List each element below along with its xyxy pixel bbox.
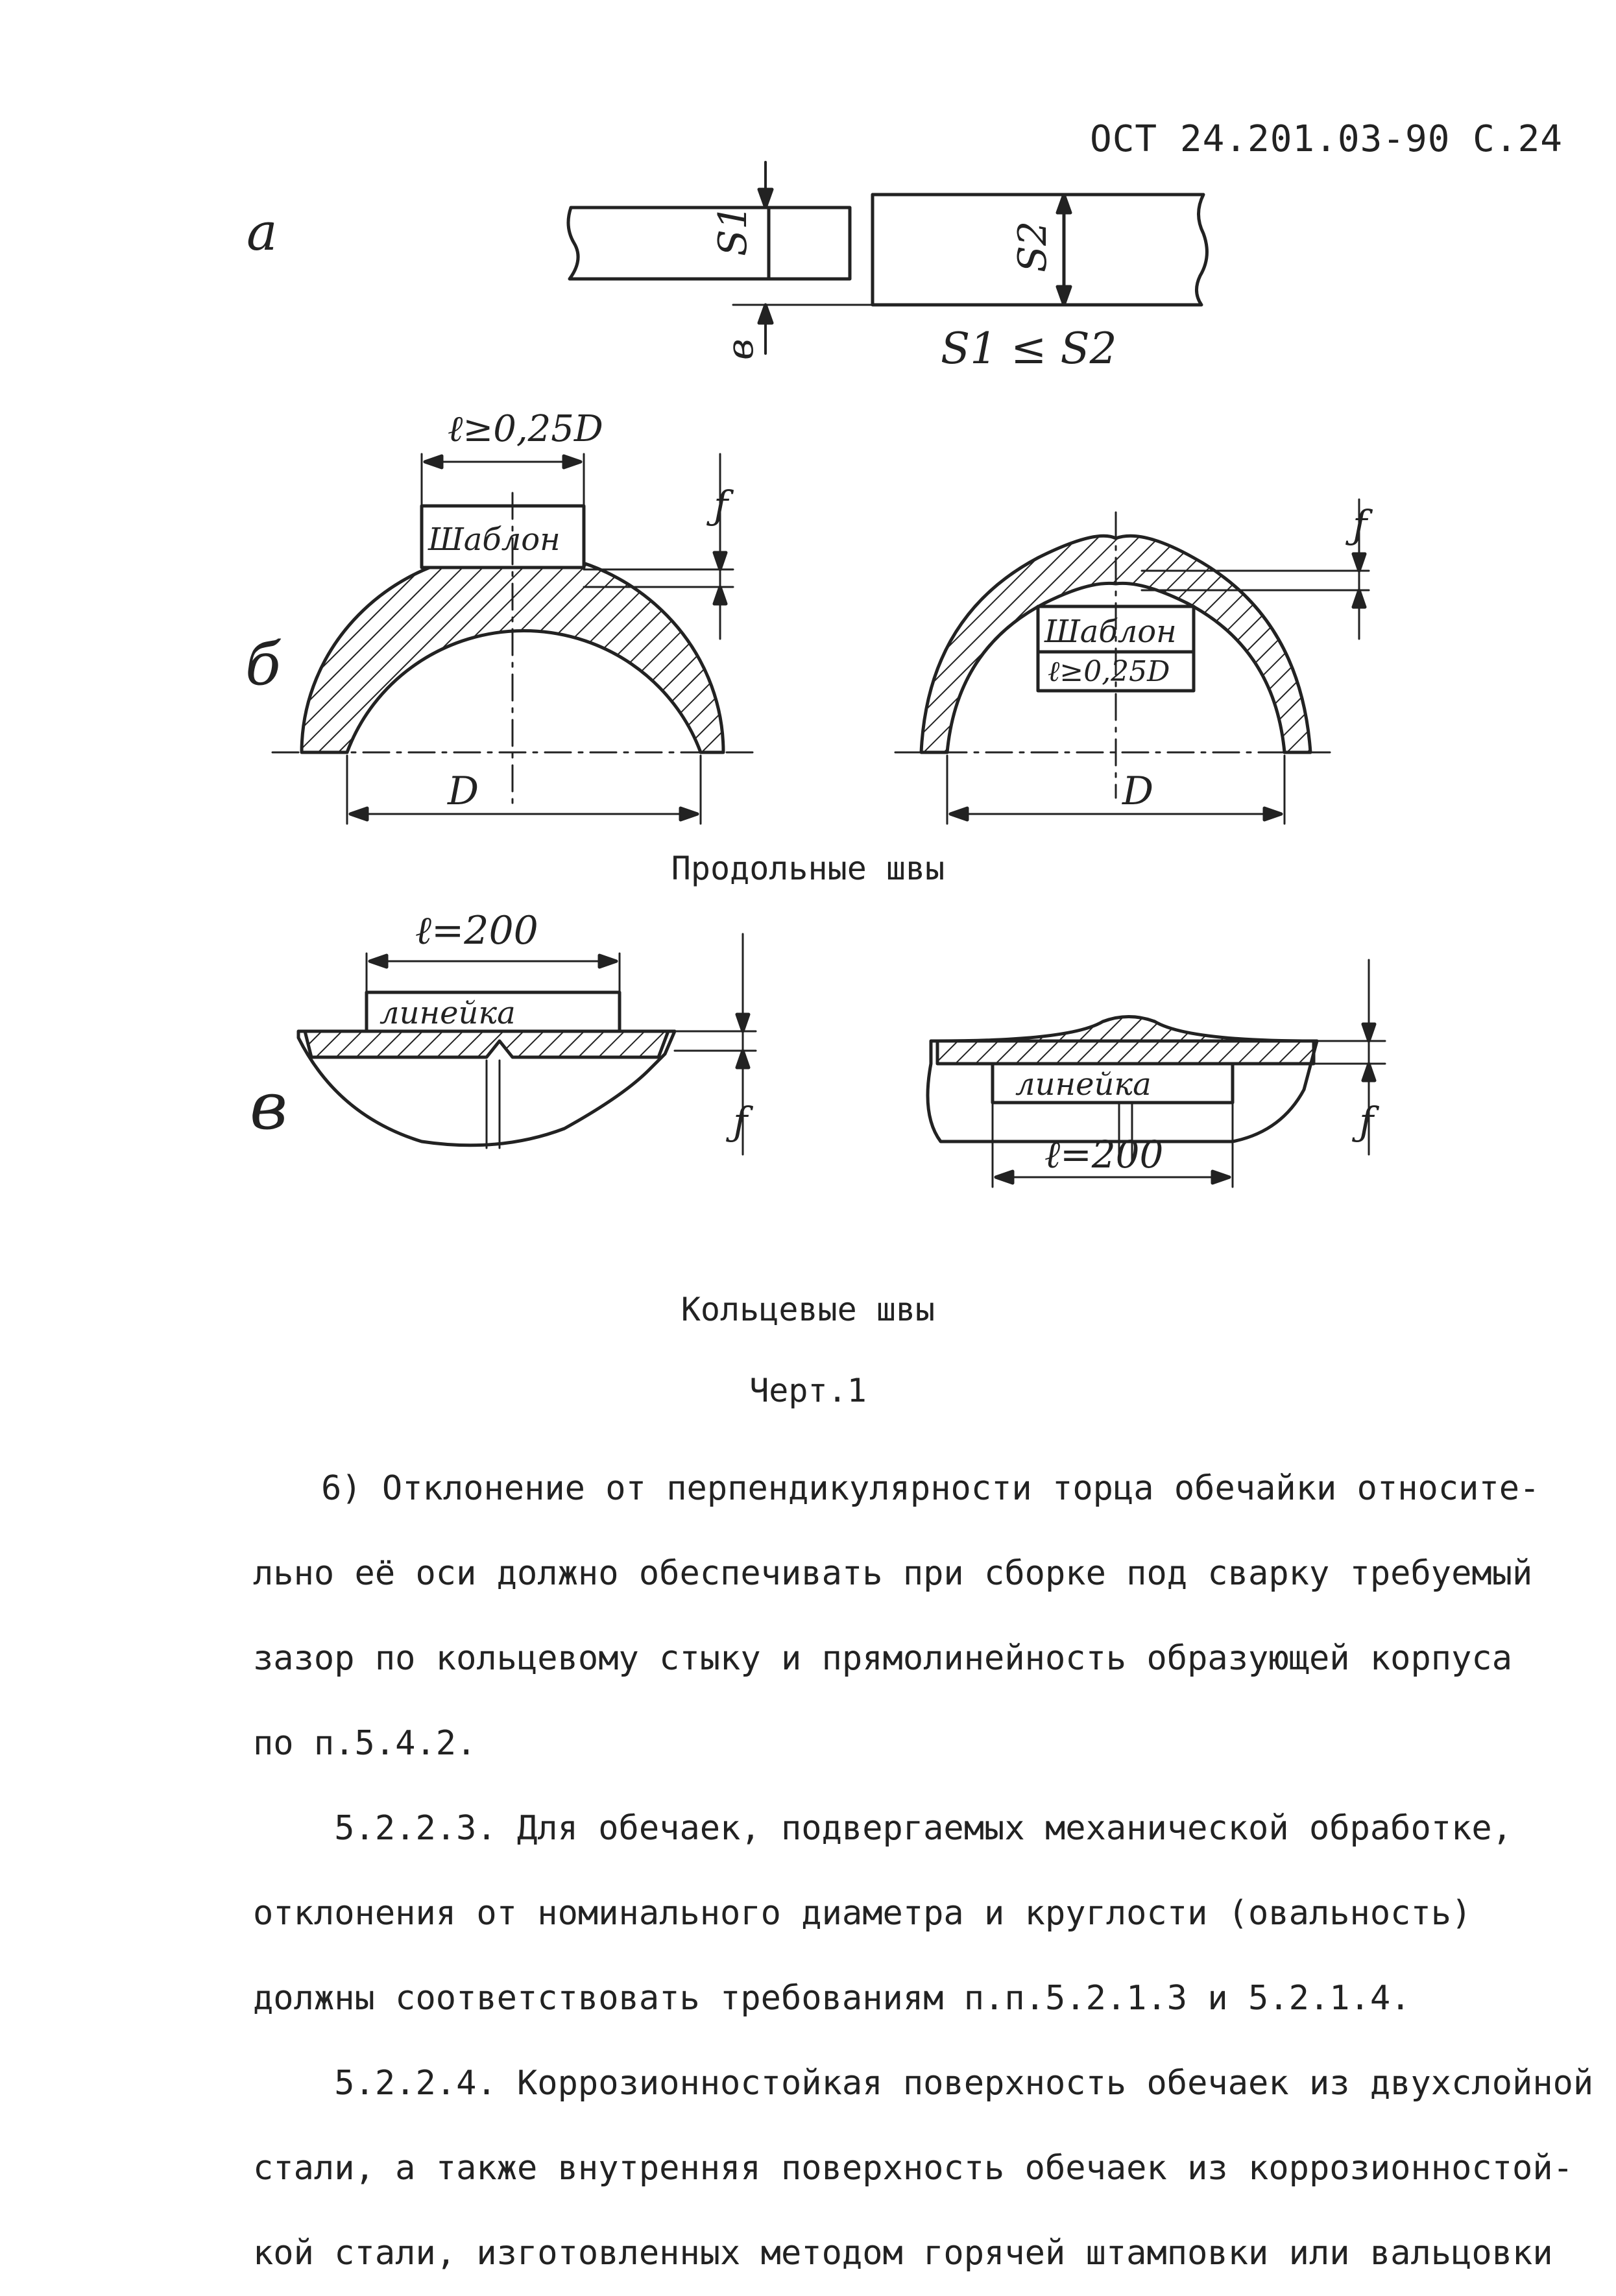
- body-line: 5.2.2.4. Коррозионностойкая поверхность обечаек из двухслойной: [253, 2064, 1594, 2103]
- label-offset: в: [719, 339, 762, 360]
- body-line: кой стали, изготовленных методом горячей штамповки или вальцовки: [253, 2234, 1553, 2273]
- panel-label-a: а: [247, 202, 278, 262]
- body-line: 5.2.2.3. Для обечаек, подвергаемых механической обработке,: [253, 1809, 1513, 1848]
- label-left-template: Шаблон: [428, 521, 561, 558]
- label-left-diameter: D: [448, 769, 479, 814]
- label-v-right-length: ℓ=200: [1044, 1132, 1164, 1177]
- label-right-length: ℓ≥0,25D: [1048, 655, 1170, 688]
- body-line: 6) Отклонение от перпендикулярности торца обечайки относите-: [321, 1469, 1540, 1508]
- label-left-length: ℓ≥0,25D: [448, 408, 603, 450]
- panel-b-left: [272, 454, 753, 824]
- label-right-template: Шаблон: [1044, 614, 1177, 650]
- label-v-right-ruler: линейка: [1015, 1066, 1152, 1103]
- label-v-left-length: ℓ=200: [415, 908, 538, 953]
- label-s1: S1: [710, 204, 756, 256]
- label-s2: S2: [1010, 221, 1055, 272]
- label-v-right-deviation: ƒ: [1359, 1099, 1374, 1145]
- body-text: [253, 1446, 1594, 2296]
- label-right-diameter: D: [1122, 769, 1154, 814]
- body-line: отклонения от номинального диаметра и круглости (овальность): [253, 1894, 1472, 1933]
- panel-label-b: б: [245, 630, 281, 699]
- body-line: по п.5.4.2.: [253, 1724, 477, 1763]
- caption-longitudinal: Продольные швы: [671, 850, 945, 887]
- body-line: зазор по кольцевому стыку и прямолинейность образующей корпуса: [253, 1639, 1513, 1678]
- label-right-deviation: ƒ: [1353, 503, 1368, 548]
- body-line: должны соответствовать требованиям п.п.5.2.1.3 и 5.2.1.4.: [253, 1979, 1411, 2018]
- caption-figure: Черт.1: [749, 1372, 867, 1409]
- body-line: стали, а также внутренняя поверхность обечаек из коррозионностой-: [253, 2149, 1573, 2188]
- panel-label-v: в: [250, 1068, 288, 1144]
- body-line: льно её оси должно обеспечивать при сборке под сварку требуемый: [253, 1554, 1533, 1593]
- label-left-deviation: ƒ: [714, 483, 729, 529]
- caption-circumferential: Кольцевые швы: [681, 1291, 935, 1328]
- label-relation: S1 ≤ S2: [941, 324, 1117, 374]
- label-v-left-deviation: ƒ: [733, 1099, 748, 1145]
- label-v-left-ruler: линейка: [380, 995, 516, 1031]
- panel-v-left: [298, 934, 756, 1154]
- document-header: ОСТ 24.201.03-90 С.24: [1090, 118, 1563, 160]
